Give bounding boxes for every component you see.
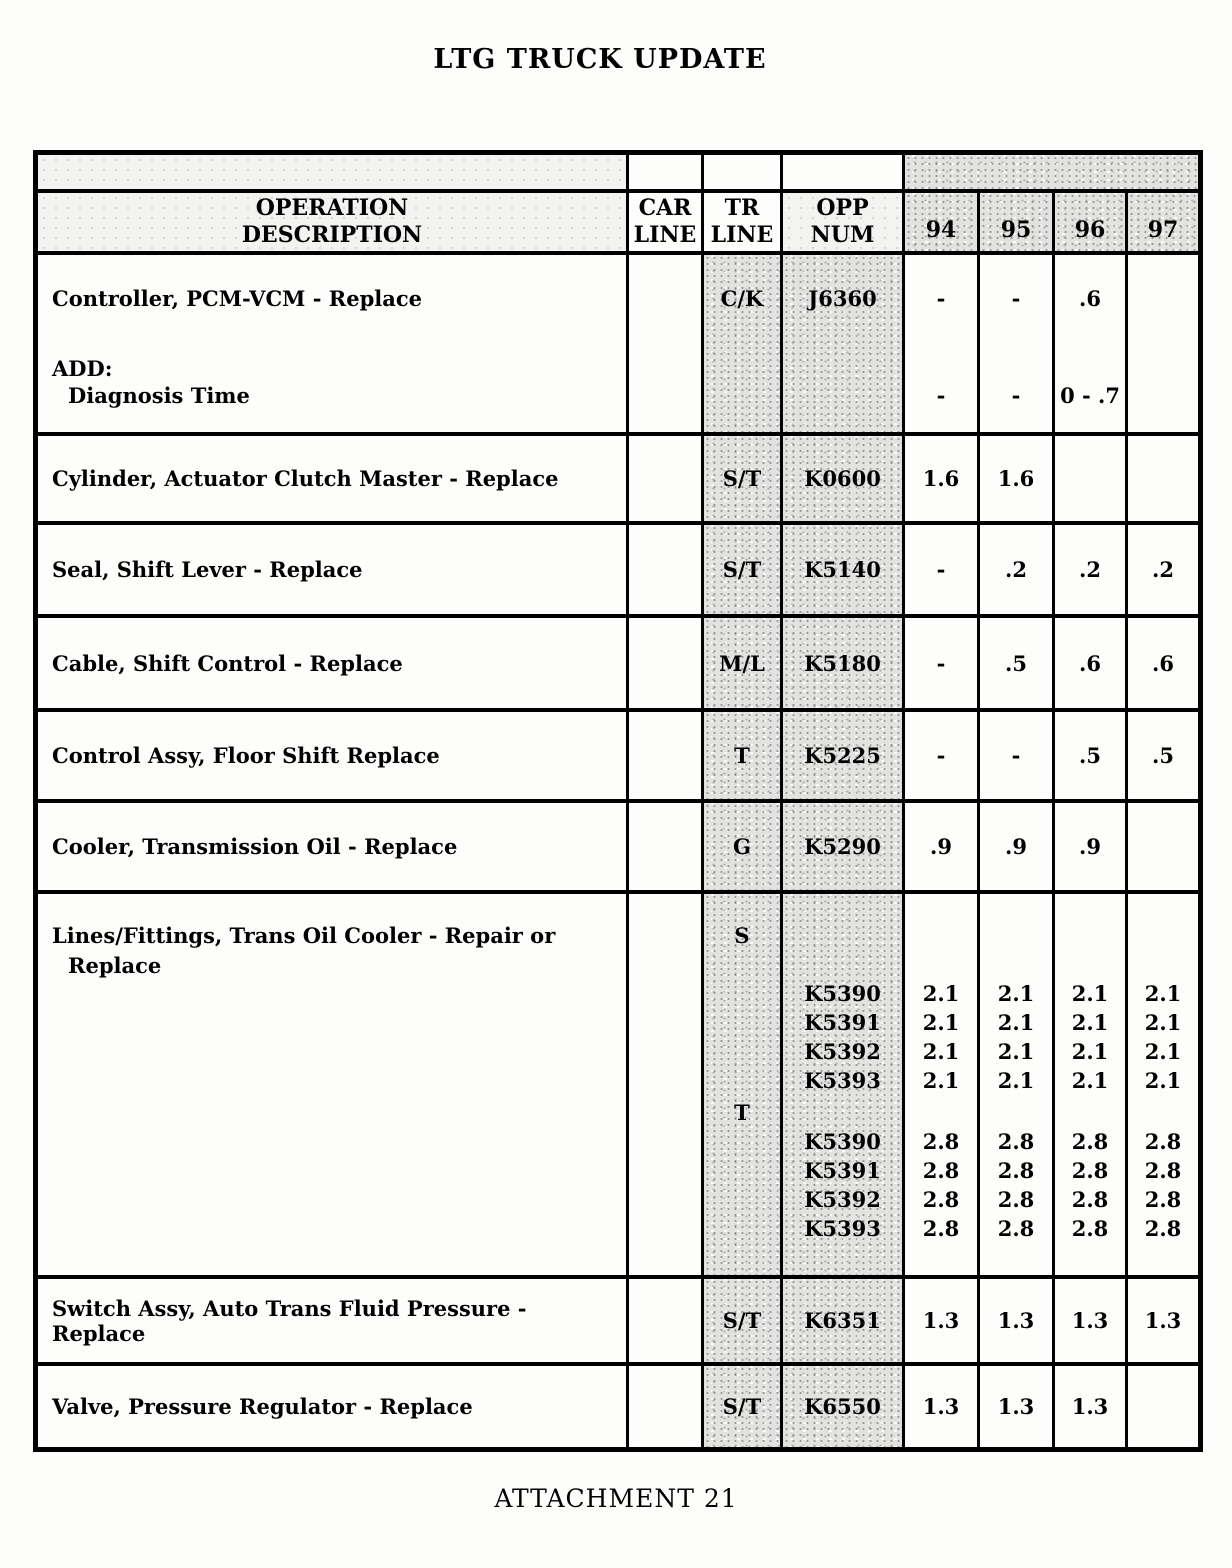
tr-line-value: S/T xyxy=(722,1308,762,1333)
tr-line-value-t: T xyxy=(734,1100,750,1125)
add-item: Diagnosis Time xyxy=(68,383,250,408)
header-car-line2: LINE xyxy=(633,222,697,248)
opp-num-value: K0600 xyxy=(804,466,881,491)
year-94-cell xyxy=(902,803,977,890)
opp-num-cell xyxy=(780,712,902,799)
year-95-value: .9 xyxy=(1005,834,1027,859)
operation-description: Valve, Pressure Regulator - Replace xyxy=(52,1394,473,1419)
tr-line-cell xyxy=(701,525,780,614)
operation-description-cell xyxy=(38,1366,626,1447)
operation-description-cell xyxy=(38,712,626,799)
attachment-label: ATTACHMENT 21 xyxy=(494,1484,738,1513)
opp-num-cell xyxy=(780,1279,902,1362)
car-line-cell xyxy=(626,436,701,521)
operation-description: Cooler, Transmission Oil - Replace xyxy=(52,834,458,859)
header-tr-line xyxy=(701,193,780,251)
tr-line-cell xyxy=(701,894,780,1275)
year-96-value: .9 xyxy=(1079,834,1101,859)
year-95-value: 1.3 xyxy=(997,1394,1035,1419)
header-opp-line2: NUM xyxy=(810,222,875,248)
year-94-add-value: - xyxy=(936,383,946,408)
strip-car-line-cell xyxy=(626,155,701,189)
header-opp-num xyxy=(780,193,902,251)
opp-num-cell xyxy=(780,894,902,1275)
header-year-94 xyxy=(902,193,977,251)
strip-description-cell xyxy=(38,155,626,189)
opp-num-value: K5180 xyxy=(804,650,881,676)
car-line-cell xyxy=(626,255,701,432)
car-line-cell xyxy=(626,525,701,614)
header-operation-line1: OPERATION xyxy=(255,195,409,221)
year-96-cell xyxy=(1052,894,1125,1275)
tr-line-value-s: S xyxy=(734,923,750,948)
year-94-cell xyxy=(902,436,977,521)
year-97-value: 2.1 xyxy=(1144,1010,1182,1035)
year-96-cell xyxy=(1052,712,1125,799)
year-95-cell xyxy=(977,525,1052,614)
opp-num-value: K5390 xyxy=(804,1129,881,1154)
year-94-value: .9 xyxy=(930,834,952,859)
year-95-cell xyxy=(977,255,1052,432)
year-94-cell xyxy=(902,1279,977,1362)
table-row xyxy=(38,1275,1198,1362)
operation-description-cell xyxy=(38,255,626,432)
year-94-value: 2.1 xyxy=(922,1068,960,1093)
tr-line-cell xyxy=(701,1366,780,1447)
opp-num-value: K5392 xyxy=(804,1187,881,1212)
opp-num-value: J6360 xyxy=(808,286,877,311)
add-label: ADD: xyxy=(52,356,113,381)
year-96-value: 2.8 xyxy=(1071,1187,1109,1212)
year-96-cell xyxy=(1052,255,1125,432)
year-94-value: - xyxy=(936,286,946,311)
header-tr-line2: LINE xyxy=(710,222,774,248)
year-94-value: 2.1 xyxy=(922,1039,960,1064)
year-95-value: 2.1 xyxy=(997,1010,1035,1035)
year-95-cell xyxy=(977,712,1052,799)
year-97-cell xyxy=(1125,618,1198,708)
header-car-line xyxy=(626,193,701,251)
operation-description: Seal, Shift Lever - Replace xyxy=(52,557,363,582)
year-97-value: 2.8 xyxy=(1144,1129,1182,1154)
header-tr-line1: TR xyxy=(724,195,760,221)
year-96-value: 2.8 xyxy=(1071,1216,1109,1241)
tr-line-value: S/T xyxy=(722,557,762,582)
year-96-cell xyxy=(1052,436,1125,521)
year-97-value: 2.8 xyxy=(1144,1216,1182,1241)
year-95-value: 2.8 xyxy=(997,1187,1035,1212)
car-line-cell xyxy=(626,1366,701,1447)
year-94-value: - xyxy=(936,743,946,768)
year-97-value: .6 xyxy=(1152,650,1174,676)
year-95-value: .2 xyxy=(1005,557,1027,582)
opp-num-value: K6351 xyxy=(804,1308,881,1333)
tr-line-cell xyxy=(701,712,780,799)
operation-description: Cable, Shift Control - Replace xyxy=(52,650,403,676)
year-96-value: 1.3 xyxy=(1071,1394,1109,1419)
header-year-95 xyxy=(977,193,1052,251)
opp-num-cell xyxy=(780,1366,902,1447)
year-95-value: 1.6 xyxy=(997,466,1035,491)
year-95-value: 2.8 xyxy=(997,1216,1035,1241)
page-title: LTG TRUCK UPDATE xyxy=(433,44,767,75)
year-97-value: 2.1 xyxy=(1144,1068,1182,1093)
year-96-value: 2.1 xyxy=(1071,1068,1109,1093)
operation-description: Control Assy, Floor Shift Replace xyxy=(52,743,440,768)
operation-description: Switch Assy, Auto Trans Fluid Pressure - Replace xyxy=(52,1295,527,1346)
tr-line-value: S/T xyxy=(722,1394,762,1419)
strip-tr-line-cell xyxy=(701,155,780,189)
year-96-value: 2.1 xyxy=(1071,981,1109,1006)
opp-num-value: K5393 xyxy=(804,1216,881,1241)
car-line-cell xyxy=(626,712,701,799)
year-96-cell xyxy=(1052,803,1125,890)
car-line-cell xyxy=(626,894,701,1275)
year-96-value: 2.8 xyxy=(1071,1158,1109,1183)
opp-num-value: K5290 xyxy=(804,834,881,859)
header-year-94-label: 94 xyxy=(925,217,957,243)
table-row xyxy=(38,890,1198,1275)
operation-description: Controller, PCM-VCM - Replace xyxy=(52,286,422,311)
strip-opp-num-cell xyxy=(780,155,902,189)
year-94-value: 1.3 xyxy=(922,1308,960,1333)
operation-description-cell xyxy=(38,894,626,1275)
year-96-cell xyxy=(1052,1279,1125,1362)
tr-line-cell xyxy=(701,618,780,708)
strip-row xyxy=(38,155,1198,189)
year-96-cell xyxy=(1052,525,1125,614)
opp-num-cell xyxy=(780,618,902,708)
year-97-value: 2.8 xyxy=(1144,1158,1182,1183)
year-94-value: - xyxy=(936,557,946,582)
year-97-cell xyxy=(1125,1279,1198,1362)
year-97-value: .5 xyxy=(1152,743,1174,768)
operation-description-cell xyxy=(38,436,626,521)
data-table xyxy=(33,150,1203,1452)
table-row xyxy=(38,799,1198,890)
year-95-cell xyxy=(977,1366,1052,1447)
car-line-cell xyxy=(626,618,701,708)
year-95-add-value: - xyxy=(1011,383,1021,408)
year-97-value: 1.3 xyxy=(1144,1308,1182,1333)
operation-description: Cylinder, Actuator Clutch Master - Replace xyxy=(52,466,559,491)
year-94-value: 1.3 xyxy=(922,1394,960,1419)
tr-line-cell xyxy=(701,1279,780,1362)
tr-line-cell xyxy=(701,803,780,890)
operation-description-line1: Lines/Fittings, Trans Oil Cooler - Repair or xyxy=(52,923,556,948)
year-94-value: 2.8 xyxy=(922,1158,960,1183)
year-94-value: 2.8 xyxy=(922,1216,960,1241)
opp-num-cell xyxy=(780,255,902,432)
opp-num-cell xyxy=(780,803,902,890)
year-94-value: 2.1 xyxy=(922,981,960,1006)
year-94-cell xyxy=(902,618,977,708)
year-95-cell xyxy=(977,1279,1052,1362)
header-row xyxy=(38,189,1198,251)
tr-line-value: T xyxy=(734,743,750,768)
year-94-cell xyxy=(902,712,977,799)
year-95-value: - xyxy=(1011,743,1021,768)
opp-num-cell xyxy=(780,436,902,521)
year-96-value: 1.3 xyxy=(1071,1308,1109,1333)
year-94-cell xyxy=(902,894,977,1275)
header-year-96-label: 96 xyxy=(1074,217,1106,243)
year-96-value: .6 xyxy=(1079,650,1101,676)
year-95-value: 2.8 xyxy=(997,1129,1035,1154)
year-95-cell xyxy=(977,436,1052,521)
tr-line-cell xyxy=(701,255,780,432)
operation-description-line2: Replace xyxy=(68,953,162,978)
tr-line-value: S/T xyxy=(722,466,762,491)
opp-num-value: K5391 xyxy=(804,1158,881,1183)
year-94-cell xyxy=(902,255,977,432)
car-line-cell xyxy=(626,803,701,890)
opp-num-value: K5392 xyxy=(804,1039,881,1064)
year-94-value: 2.8 xyxy=(922,1129,960,1154)
opp-num-value: K5390 xyxy=(804,981,881,1006)
year-97-value: 2.1 xyxy=(1144,981,1182,1006)
header-year-97-label: 97 xyxy=(1147,217,1179,243)
year-96-cell xyxy=(1052,1366,1125,1447)
opp-num-cell xyxy=(780,525,902,614)
year-97-cell xyxy=(1125,803,1198,890)
opp-num-value: K6550 xyxy=(804,1394,881,1419)
year-97-value: 2.8 xyxy=(1144,1187,1182,1212)
year-95-value: 1.3 xyxy=(997,1308,1035,1333)
year-97-cell xyxy=(1125,712,1198,799)
table-row xyxy=(38,251,1198,432)
strip-years-cell xyxy=(902,155,1198,189)
operation-description-cell xyxy=(38,803,626,890)
year-95-cell xyxy=(977,618,1052,708)
header-operation-line2: DESCRIPTION xyxy=(241,222,423,248)
car-line-cell xyxy=(626,1279,701,1362)
year-96-value: 2.1 xyxy=(1071,1039,1109,1064)
year-96-value: .2 xyxy=(1079,557,1101,582)
year-95-value: 2.1 xyxy=(997,1068,1035,1093)
header-opp-line1: OPP xyxy=(816,195,869,221)
operation-description-cell xyxy=(38,1279,626,1362)
opp-num-value: K5140 xyxy=(804,557,881,582)
tr-line-value: M/L xyxy=(719,650,765,676)
year-95-value: - xyxy=(1011,286,1021,311)
year-94-cell xyxy=(902,525,977,614)
year-96-value: .5 xyxy=(1079,743,1101,768)
year-95-cell xyxy=(977,894,1052,1275)
opp-num-value: K5391 xyxy=(804,1010,881,1035)
header-year-95-label: 95 xyxy=(1000,217,1032,243)
year-97-cell xyxy=(1125,894,1198,1275)
year-94-value: 2.1 xyxy=(922,1010,960,1035)
header-car-line1: CAR xyxy=(638,195,692,221)
tr-line-cell xyxy=(701,436,780,521)
tr-line-value: C/K xyxy=(720,286,764,311)
tr-line-value: G xyxy=(733,834,751,859)
year-97-cell xyxy=(1125,436,1198,521)
table-row xyxy=(38,708,1198,799)
year-94-value: - xyxy=(936,650,946,676)
opp-num-value: K5225 xyxy=(804,743,881,768)
year-95-cell xyxy=(977,803,1052,890)
year-96-cell xyxy=(1052,618,1125,708)
year-94-value: 1.6 xyxy=(922,466,960,491)
header-year-97 xyxy=(1125,193,1198,251)
year-95-value: 2.1 xyxy=(997,981,1035,1006)
header-year-96 xyxy=(1052,193,1125,251)
table-row xyxy=(38,432,1198,521)
year-95-value: 2.1 xyxy=(997,1039,1035,1064)
year-96-add-value: 0 - .7 xyxy=(1060,383,1120,408)
year-97-cell xyxy=(1125,525,1198,614)
year-94-value: 2.8 xyxy=(922,1187,960,1212)
header-operation-description xyxy=(38,193,626,251)
year-97-cell xyxy=(1125,255,1198,432)
operation-description-cell xyxy=(38,525,626,614)
table-row xyxy=(38,521,1198,614)
year-97-value: .2 xyxy=(1152,557,1174,582)
year-95-value: .5 xyxy=(1005,650,1027,676)
opp-num-value: K5393 xyxy=(804,1068,881,1093)
table-row xyxy=(38,1362,1198,1447)
year-96-value: 2.8 xyxy=(1071,1129,1109,1154)
year-96-value: 2.1 xyxy=(1071,1010,1109,1035)
year-95-value: 2.8 xyxy=(997,1158,1035,1183)
year-96-value: .6 xyxy=(1079,286,1101,311)
year-97-value: 2.1 xyxy=(1144,1039,1182,1064)
table-row xyxy=(38,614,1198,708)
operation-description-cell xyxy=(38,618,626,708)
year-97-cell xyxy=(1125,1366,1198,1447)
year-94-cell xyxy=(902,1366,977,1447)
